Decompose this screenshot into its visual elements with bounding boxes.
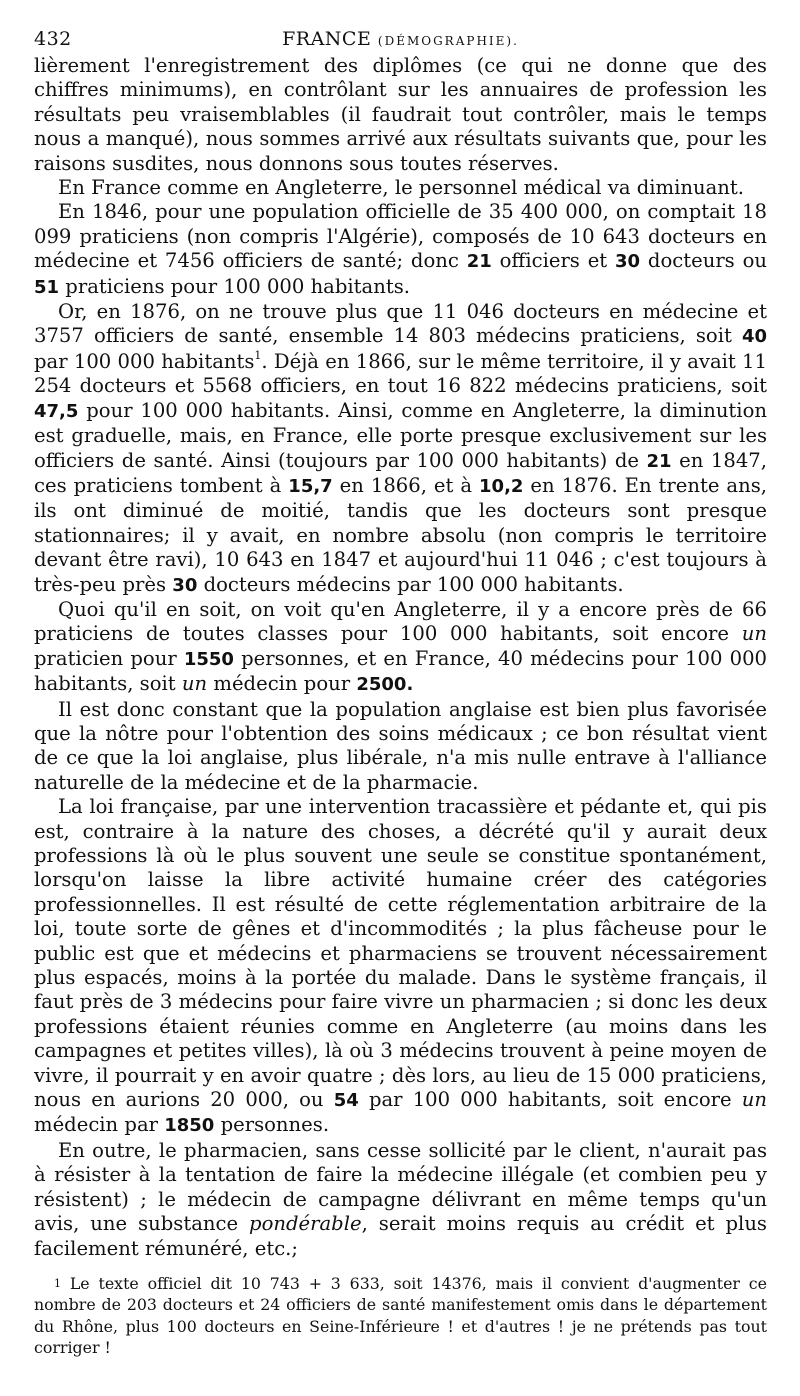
text-run: personnes. xyxy=(214,1113,330,1137)
paragraph-p8 xyxy=(34,1139,767,1261)
text-run: docteurs ou xyxy=(640,249,767,273)
italic-word: un xyxy=(181,672,208,696)
italic-word: pondérable xyxy=(249,1212,362,1236)
bold-figure: 21 xyxy=(466,251,492,273)
text-run: en 1876. En trente ans, ils ont diminué de moitié, tandis que les docteurs sont presque stationnaires; il y avait, en nombre absolu (non compris le territoire devant être ravi), 10 643 en 1847 et aujourd'hui 11 046 ; c'est toujours à très-peu près xyxy=(34,473,768,596)
text-run: Il est donc constant que la population anglaise est bien plus favorisée que la nôtre pour l'obtention des soins médicaux ; ce bon résultat vient de ce que la loi anglaise, plus libérale, n'a mis nulle entrave à l'alliance naturelle de la médecine et de la pharmacie. xyxy=(34,697,767,794)
bold-figure: 1550 xyxy=(183,648,234,670)
bold-figure: 51 xyxy=(34,276,60,298)
bold-figure: 30 xyxy=(172,574,198,596)
text-run: personnes, et en France, 40 médecins pour 100 000 habitants, soit xyxy=(34,646,767,696)
text-run: , serait moins requis au crédit et plus facilement rémunéré, etc.; xyxy=(34,1212,767,1260)
text-run: praticien pour xyxy=(34,646,184,670)
text-run: en 1866, et à xyxy=(332,473,480,497)
running-title-sub: (DÉMOGRAPHIE). xyxy=(377,34,519,48)
footnote-paragraph xyxy=(34,1273,767,1359)
bold-figure: 40 xyxy=(741,326,767,348)
paragraph-p4 xyxy=(34,300,767,598)
footnote-text: Le texte officiel dit 10 743 + 3 633, soit 14376, mais il convient d'augmenter ce nombre de 203 docteurs et 24 officiers de santé manifestement omis dans le département du Rhône, plus 100 docteurs en Seine-Inférieure ! et d'autres ! je ne prétends pas tout corriger ! xyxy=(34,1273,767,1358)
running-title-main: FRANCE xyxy=(282,28,372,50)
text-run: En France comme en Angleterre, le personnel médical va diminuant. xyxy=(58,176,745,200)
text-run: Or, en 1876, on ne trouve plus que 11 046 docteurs en médecine et 3757 officiers de santé, ensemble 14 803 médecins praticiens, soit xyxy=(34,300,767,348)
paragraph-p1 xyxy=(34,54,767,176)
text-run: docteurs médecins par 100 000 habitants. xyxy=(197,572,624,596)
paragraph-p5 xyxy=(34,598,767,698)
paragraph-p7 xyxy=(34,795,767,1139)
text-run: médecin par xyxy=(34,1113,165,1137)
text-run: . Déjà en 1866, sur le même territoire, il y avait 11 254 docteurs et 5568 officiers, en tout 16 822 médecins praticiens, soit xyxy=(34,349,767,398)
running-header xyxy=(34,26,767,54)
text-run: praticiens pour 100 000 habitants. xyxy=(59,274,411,298)
footnote-ref: 1 xyxy=(254,348,262,362)
text-run: En outre, le pharmacien, sans cesse sollicité par le client, n'aurait pas à résister à la tentation de faire la médecine illégale (et combien peu y résistent) ; le médecin de campagne délivrant en même temps qu'un avis, une substance xyxy=(34,1138,767,1236)
paragraph-p2 xyxy=(34,176,767,200)
italic-word: un xyxy=(741,622,767,646)
page-number: 432 xyxy=(34,28,72,50)
text-run: pour 100 000 habitants. Ainsi, comme en Angleterre, la diminution est graduelle, mais, en France, elle porte presque exclusivement sur les officiers de santé. Ainsi (toujours par 100 000 habitants) de xyxy=(34,398,767,472)
text-run: Quoi qu'il en soit, on voit qu'en Angleterre, il y a encore près de 66 praticiens de toutes classes pour 100 000 habitants, soit encore xyxy=(34,597,767,646)
bold-figure: 2500. xyxy=(356,674,414,696)
italic-word: un xyxy=(741,1088,767,1112)
text-run: En 1846, pour une population officielle de 35 400 000, on comptait 18 099 praticiens (non compris l'Algérie), composés de 10 643 docteurs en médecine et 7456 officiers de santé; donc xyxy=(34,200,767,273)
paragraph-p3 xyxy=(34,200,767,300)
bold-figure: 30 xyxy=(615,251,641,273)
footnote-mark: 1 xyxy=(54,1276,61,1290)
text-run: en 1847, ces praticiens tombent à xyxy=(34,448,768,497)
bold-figure: 47,5 xyxy=(34,400,79,422)
text-run: officiers et xyxy=(491,249,616,273)
bold-figure: 54 xyxy=(333,1090,359,1112)
bold-figure: 10,2 xyxy=(479,475,524,497)
text-run: par 100 000 habitants xyxy=(34,349,255,373)
footnote xyxy=(34,1273,767,1359)
bold-figure: 15,7 xyxy=(288,475,333,497)
paragraph-p6 xyxy=(34,698,767,796)
body-text xyxy=(34,54,767,1261)
text-run: lièrement l'enregistrement des diplômes (ce qui ne donne que des chiffres minimums), en contrôlant sur les annuaires de profession les résultats peu vraisemblables (il faudrait tout contrôler, mais le temps nous a manqué), nous sommes arrivé aux résultats suivants que, pour les raisons susdites, nous donnons sous toutes réserves. xyxy=(34,54,767,175)
bold-figure: 1850 xyxy=(164,1115,215,1137)
text-run: médecin pour xyxy=(207,672,357,696)
text-run: par 100 000 habitants, soit encore xyxy=(358,1088,742,1112)
running-title xyxy=(34,28,767,50)
book-page xyxy=(34,26,767,1359)
bold-figure: 21 xyxy=(646,450,672,472)
text-run: La loi française, par une intervention tracassière et pédante et, qui pis est, contraire à la nature des choses, a décrété qu'il y aurait deux professions là où le plus souvent une seule se constitue spontanément, lorsqu'on laisse la libre activité humaine créer des catégories professionnelles. Il est résulté de cette réglementation arbitraire de la loi, toute sorte de gênes et d'incommodités ; la plus fâcheuse pour le public est que et médecins et pharmaciens se trouvent nécessairement plus espacés, moins à la portée du malade. Dans le système français, il faut près de 3 médecins pour faire vivre un pharmacien ; si donc les deux professions étaient réunies comme en Angleterre (au moins dans les campagnes et petites villes), là où 3 médecins trouvent à peine moyen de vivre, il pourrait y en avoir quatre ; dès lors, au lieu de 15 000 praticiens, nous en aurions 20 000, ou xyxy=(34,795,767,1112)
